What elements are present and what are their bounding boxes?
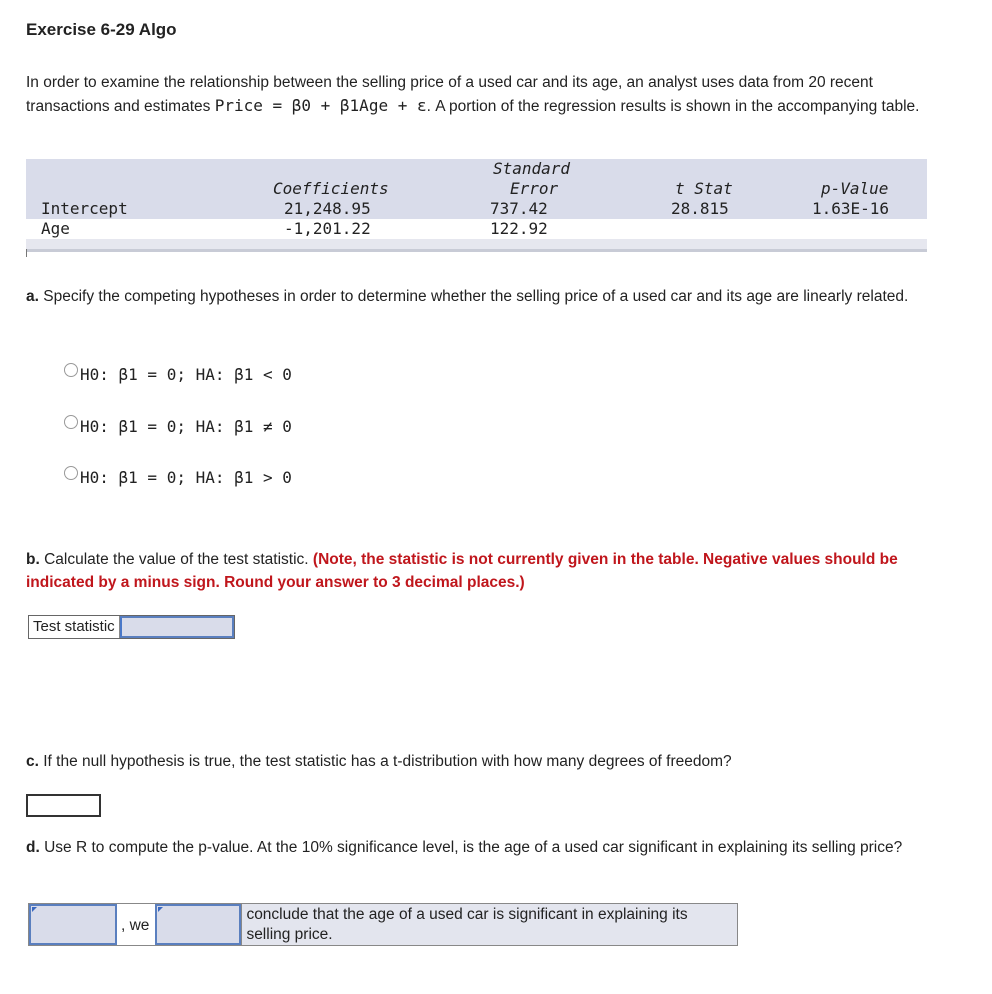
degrees-of-freedom-input[interactable]: [26, 794, 101, 817]
decision-select[interactable]: [29, 904, 117, 945]
test-statistic-input[interactable]: [120, 616, 234, 638]
conclusion-text: conclude that the age of a used car is significant in explaining its selling price.: [241, 904, 737, 945]
radio-icon[interactable]: [64, 415, 78, 429]
part-b-question: b. Calculate the value of the test statistic. (Note, the statistic is not currently given in the table. Negative values should be indicated by a minus sign. Round your answer to 3 decimal places.): [26, 551, 898, 591]
regression-equation: Price = β0 + β1Age + ε: [214, 96, 427, 115]
test-statistic-label: Test statistic: [29, 616, 120, 638]
hypothesis-option-3[interactable]: H0: β1 = 0; HA: β1 > 0: [64, 466, 292, 490]
part-d-question: d. Use R to compute the p-value. At the 10% significance level, is the age of a used car significant in explaining its selling price?: [26, 839, 903, 856]
tstat-intercept: 28.815: [671, 199, 729, 218]
header-coefficients: Coefficients: [273, 179, 389, 198]
test-statistic-row: [28, 615, 235, 639]
hypothesis-option-1[interactable]: H0: β1 = 0; HA: β1 < 0: [64, 363, 292, 387]
part-c-question: c. If the null hypothesis is true, the test statistic has a t-distribution with how many degrees of freedom?: [26, 753, 732, 770]
header-tstat: t Stat: [675, 179, 733, 198]
regression-table: [26, 159, 927, 249]
part-d-answer-row: [28, 903, 738, 946]
row-label-intercept: Intercept: [41, 199, 128, 218]
row-label-age: Age: [41, 219, 70, 238]
coef-intercept: 21,248.95: [284, 199, 371, 218]
header-pvalue: p-Value: [821, 179, 889, 198]
radio-icon[interactable]: [64, 466, 78, 480]
header-standard: Standard: [493, 159, 571, 178]
exercise-title: Exercise 6-29 Algo: [26, 20, 177, 39]
coef-age: -1,201.22: [284, 219, 371, 238]
se-age: 122.92: [490, 219, 548, 238]
intro-text: In order to examine the relationship between the selling price of a used car and its age, an analyst uses data from 20 recent transactions and estimates: [26, 74, 873, 115]
intro-text-end: . A portion of the regression results is shown in the accompanying table.: [426, 98, 920, 115]
intro-paragraph: [26, 71, 956, 118]
header-error: Error: [510, 179, 559, 198]
se-intercept: 737.42: [490, 199, 548, 218]
conclusion-select[interactable]: [155, 904, 241, 945]
pvalue-intercept: 1.63E-16: [812, 199, 890, 218]
radio-icon[interactable]: [64, 363, 78, 377]
we-label: , we: [117, 904, 155, 945]
hypothesis-option-2[interactable]: H0: β1 = 0; HA: β1 ≠ 0: [64, 415, 292, 439]
part-a-question: a. Specify the competing hypotheses in order to determine whether the selling price of a used car and its age are linearly related.: [26, 288, 909, 305]
part-b-note: (Note, the statistic is not currently given in the table. Negative values should be indicated by a minus sign. Round your answer to 3 decimal places.): [26, 551, 898, 591]
